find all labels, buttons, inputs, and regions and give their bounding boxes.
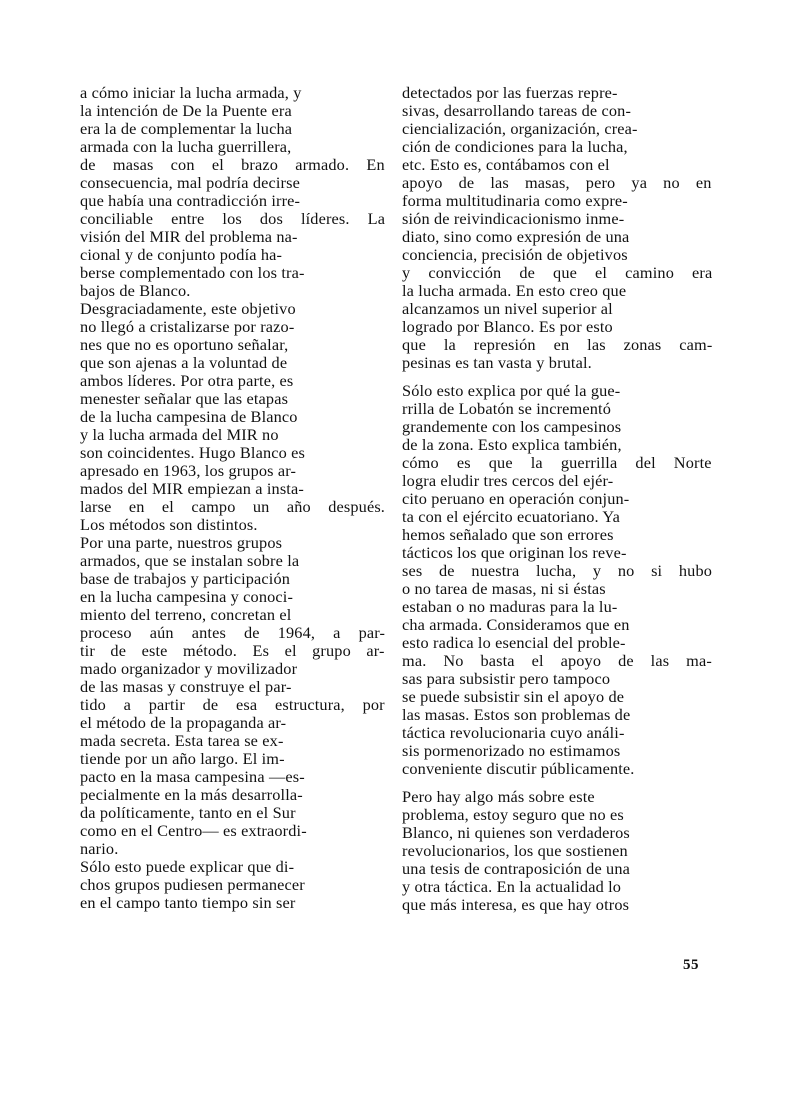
- text-line: ambos líderes. Por otra parte, es: [80, 371, 294, 390]
- paragraph: [402, 788, 712, 914]
- paragraph: [80, 858, 385, 912]
- text-line: nes que no es oportuno señalar,: [80, 335, 289, 354]
- text-line: en la lucha campesina y conoci-: [80, 587, 294, 606]
- text-line: grandemente con los campesinos: [402, 417, 622, 436]
- text-line: logrado por Blanco. Es por esto: [402, 317, 613, 336]
- text-line: Sólo esto puede explicar que di-: [80, 857, 295, 876]
- paragraph: [80, 300, 385, 534]
- text-line: pecialmente en la más desarrolla-: [80, 785, 303, 804]
- text-line: cómo es que la guerrilla del Norte: [402, 453, 712, 472]
- text-line: tácticos los que originan los reve-: [402, 543, 627, 562]
- text-line: base de trabajos y participación: [80, 569, 291, 588]
- text-line: berse complementado con los tra-: [80, 263, 305, 282]
- text-line: mado organizador y movilizador: [80, 659, 298, 678]
- text-line: sión de reivindicacionismo inme-: [402, 209, 625, 228]
- text-line: alcanzamos un nivel superior al: [402, 299, 613, 318]
- text-line: a cómo iniciar la lucha armada, y: [80, 83, 302, 102]
- text-line: la lucha armada. En esto creo que: [402, 281, 627, 300]
- text-line: proceso aún antes de 1964, a par-: [80, 623, 386, 642]
- text-line: táctica revolucionaria cuyo análi-: [402, 723, 625, 742]
- text-line: apoyo de las masas, pero ya no en: [402, 173, 712, 192]
- text-line: ta con el ejército ecuatoriano. Ya: [402, 507, 621, 526]
- text-line: pesinas es tan vasta y brutal.: [402, 353, 592, 372]
- text-line: rrilla de Lobatón se incrementó: [402, 399, 611, 418]
- text-line: cha armada. Consideramos que en: [402, 615, 630, 634]
- paragraph: [402, 382, 712, 778]
- text-line: bajos de Blanco.: [80, 281, 191, 300]
- text-line: la intención de De la Puente era: [80, 101, 292, 120]
- text-line: Por una parte, nuestros grupos: [80, 533, 283, 552]
- text-line: que más interesa, es que hay otros: [402, 895, 630, 914]
- paragraph: [80, 534, 385, 858]
- text-line: Blanco, ni quienes son verdaderos: [402, 823, 630, 842]
- text-line: son coincidentes. Hugo Blanco es: [80, 443, 306, 462]
- text-line: menester señalar que las etapas: [80, 389, 289, 408]
- text-line: visión del MIR del problema na-: [80, 227, 298, 246]
- text-line: tido a partir de esa estructura, por: [80, 695, 385, 714]
- text-line: el método de la propaganda ar-: [80, 713, 287, 732]
- text-line: mados del MIR empiezan a insta-: [80, 479, 304, 498]
- text-line: conveniente discutir públicamente.: [402, 759, 635, 778]
- text-line: o no tarea de masas, ni si éstas: [402, 579, 606, 598]
- text-line: tir de este método. Es el grupo ar-: [80, 641, 385, 660]
- text-line: conciliable entre los dos líderes. La: [80, 209, 386, 228]
- left-column: [80, 84, 385, 912]
- text-line: chos grupos pudiesen permanecer: [80, 875, 305, 894]
- text-line: diato, sino como expresión de una: [402, 227, 630, 246]
- text-line: etc. Esto es, contábamos con el: [402, 155, 610, 174]
- text-line: sis pormenorizado no estimamos: [402, 741, 621, 760]
- text-line: de la lucha campesina de Blanco: [80, 407, 298, 426]
- text-line: que la represión en las zonas cam-: [402, 335, 713, 354]
- text-line: una tesis de contraposición de una: [402, 859, 630, 878]
- text-line: detectados por las fuerzas repre-: [402, 83, 618, 102]
- text-line: Pero hay algo más sobre este: [402, 787, 595, 806]
- text-line: conciencia, precisión de objetivos: [402, 245, 628, 264]
- text-line: pacto en la masa campesina —es-: [80, 767, 305, 786]
- text-line: ma. No basta el apoyo de las ma-: [402, 651, 712, 670]
- text-line: armada con la lucha guerrillera,: [80, 137, 292, 156]
- text-line: armados, que se instalan sobre la: [80, 551, 300, 570]
- text-line: esto radica lo esencial del proble-: [402, 633, 626, 652]
- text-line: cional y de conjunto podía ha-: [80, 245, 283, 264]
- text-line: que había una contradicción irre-: [80, 191, 301, 210]
- text-line: ses de nuestra lucha, y no si hubo: [402, 561, 713, 580]
- text-line: y otra táctica. En la actualidad lo: [402, 877, 622, 896]
- text-line: no llegó a cristalizarse por razo-: [80, 317, 295, 336]
- text-line: problema, estoy seguro que no es: [402, 805, 624, 824]
- text-line: logra eludir tres cercos del ejér-: [402, 471, 614, 490]
- text-line: que son ajenas a la voluntad de: [80, 353, 288, 372]
- text-line: mada secreta. Esta tarea se ex-: [80, 731, 284, 750]
- text-line: sas para subsistir pero tampoco: [402, 669, 611, 688]
- text-line: Sólo esto explica por qué la gue-: [402, 381, 621, 400]
- text-line: en el campo tanto tiempo sin ser: [80, 893, 296, 912]
- page-number: 55: [683, 957, 699, 973]
- text-line: revolucionarios, los que sostienen: [402, 841, 628, 860]
- right-column: [402, 84, 712, 914]
- paragraph: [80, 84, 385, 300]
- text-line: de masas con el brazo armado. En: [80, 155, 385, 174]
- text-line: Los métodos son distintos.: [80, 515, 258, 534]
- text-line: hemos señalado que son errores: [402, 525, 614, 544]
- text-line: de la zona. Esto explica también,: [402, 435, 622, 454]
- text-line: y convicción de que el camino era: [402, 263, 713, 282]
- paragraph: [402, 84, 712, 372]
- text-line: nario.: [80, 839, 119, 858]
- text-line: estaban o no maduras para la lu-: [402, 597, 618, 616]
- text-line: larse en el campo un año después.: [80, 497, 386, 516]
- text-line: forma multitudinaria como expre-: [402, 191, 628, 210]
- text-line: tiende por un año largo. El im-: [80, 749, 285, 768]
- text-line: se puede subsistir sin el apoyo de: [402, 687, 625, 706]
- text-line: da políticamente, tanto en el Sur: [80, 803, 296, 822]
- text-line: de las masas y construye el par-: [80, 677, 292, 696]
- text-line: y la lucha armada del MIR no: [80, 425, 279, 444]
- text-line: apresado en 1963, los grupos ar-: [80, 461, 297, 480]
- text-line: sivas, desarrollando tareas de con-: [402, 101, 632, 120]
- text-line: como en el Centro— es extraordi-: [80, 821, 307, 840]
- text-line: cito peruano en operación conjun-: [402, 489, 630, 508]
- text-line: las masas. Estos son problemas de: [402, 705, 631, 724]
- text-line: ciencialización, organización, crea-: [402, 119, 638, 138]
- text-line: era la de complementar la lucha: [80, 119, 293, 138]
- text-line: Desgraciadamente, este objetivo: [80, 299, 296, 318]
- text-line: miento del terreno, concretan el: [80, 605, 292, 624]
- text-line: consecuencia, mal podría decirse: [80, 173, 300, 192]
- text-line: ción de condiciones para la lucha,: [402, 137, 628, 156]
